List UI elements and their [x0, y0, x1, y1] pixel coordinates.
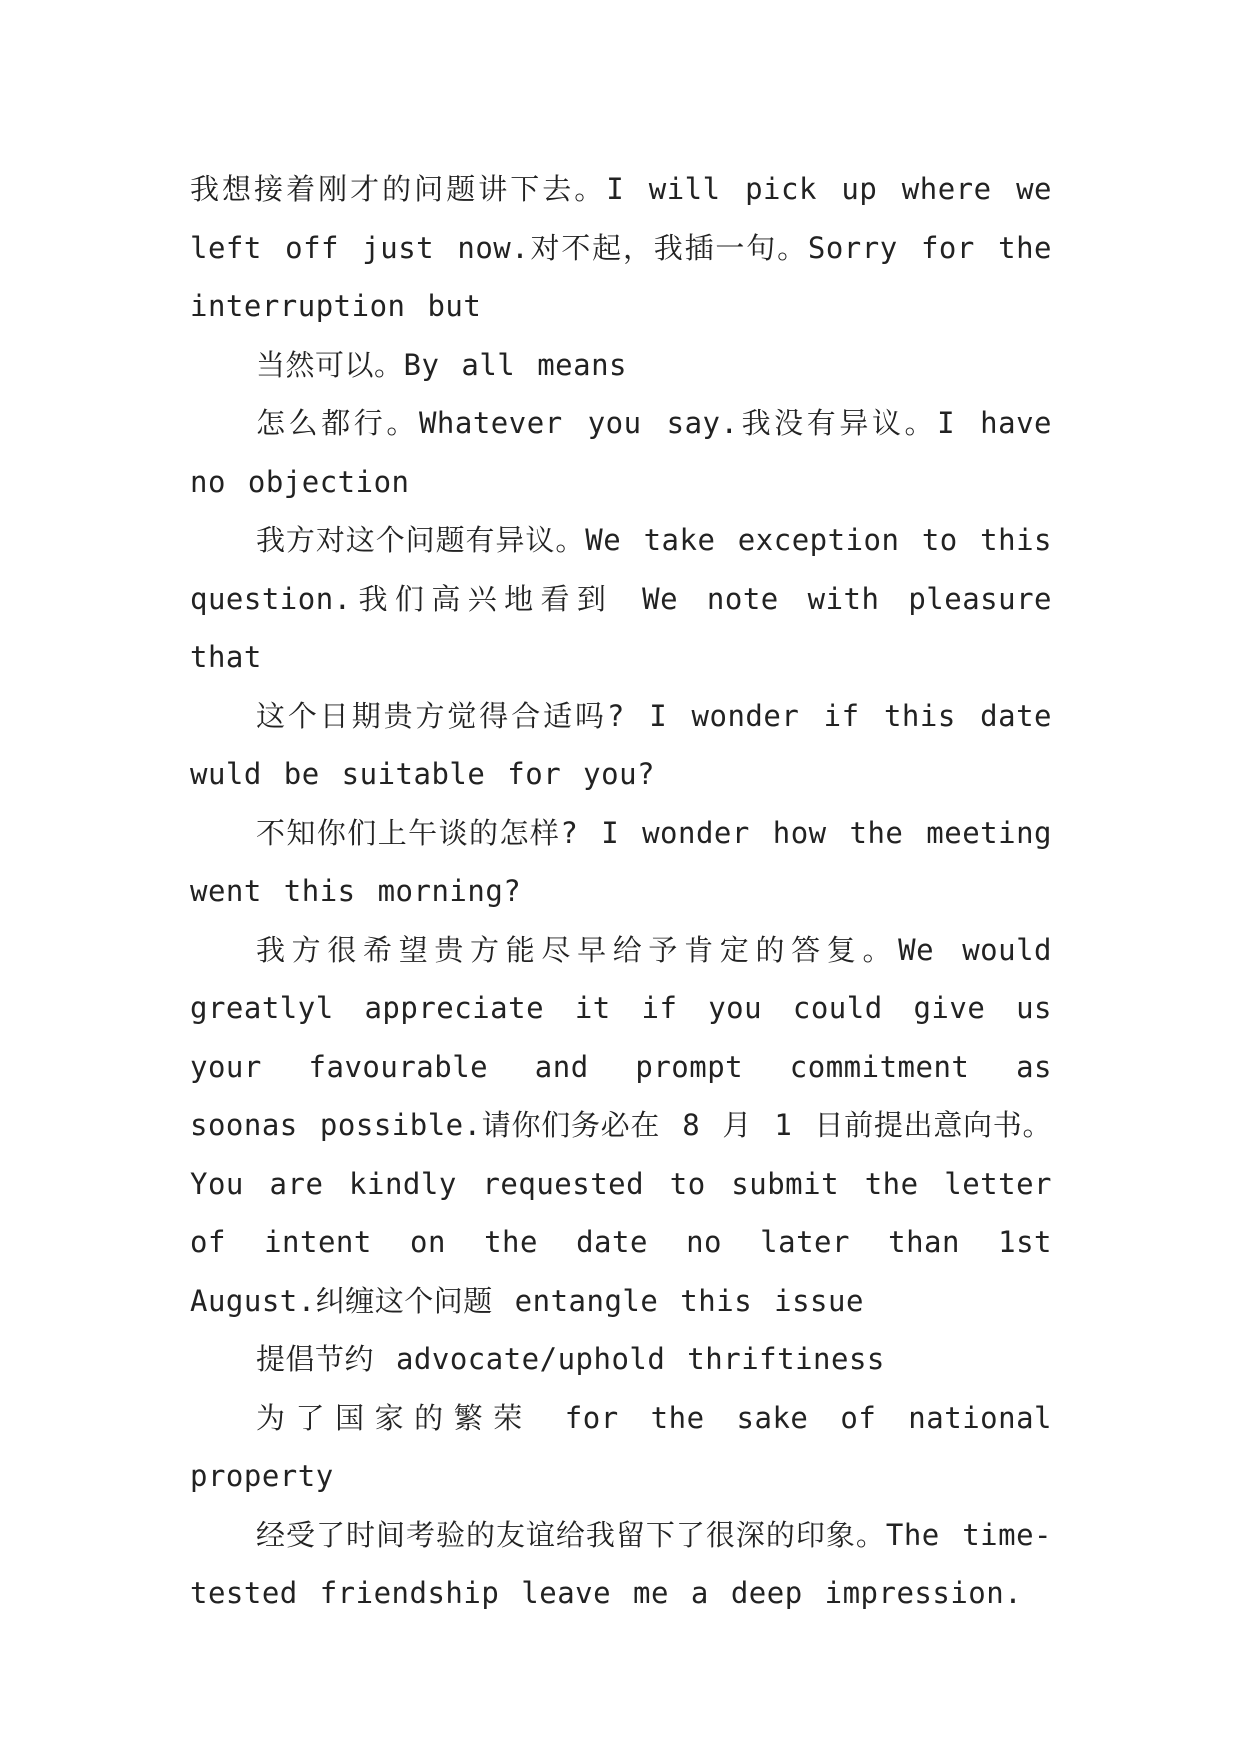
- document-body: [190, 160, 1052, 1623]
- paragraph-7: 我方很希望贵方能尽早给予肯定的答复。We would greatlyl appreciate it if you could give us your favourable and prompt commitment as soonas possible.请你们务必在 8 月 1 日前提出意向书。You are kindly requested to submit the letter of intent on the date no later than 1st August.纠缠这个问题 entangle this issue: [190, 932, 1052, 1318]
- paragraph-5: 这个日期贵方觉得合适吗? I wonder if this date wuld be suitable for you?: [190, 698, 1052, 791]
- paragraph-2: 当然可以。By all means: [256, 347, 628, 382]
- paragraph-8: 提倡节约 advocate/uphold thriftiness: [256, 1342, 885, 1376]
- paragraph-1: 我想接着刚才的问题讲下去。I will pick up where we left off just now.对不起，我插一句。Sorry for the interruption but: [190, 172, 1052, 323]
- paragraph-9: 为了国家的繁荣 for the sake of national property: [190, 1400, 1052, 1493]
- paragraph-10: 经受了时间考验的友谊给我留下了很深的印象。The time-tested friendship leave me a deep impression.: [190, 1517, 1052, 1610]
- paragraph-4: 我方对这个问题有异议。We take exception to this question.我们高兴地看到 We note with pleasure that: [190, 523, 1052, 674]
- paragraph-6: 不知你们上午谈的怎样? I wonder how the meeting went this morning?: [190, 815, 1052, 908]
- paragraph-3: 怎么都行。Whatever you say.我没有异议。I have no objection: [190, 406, 1052, 499]
